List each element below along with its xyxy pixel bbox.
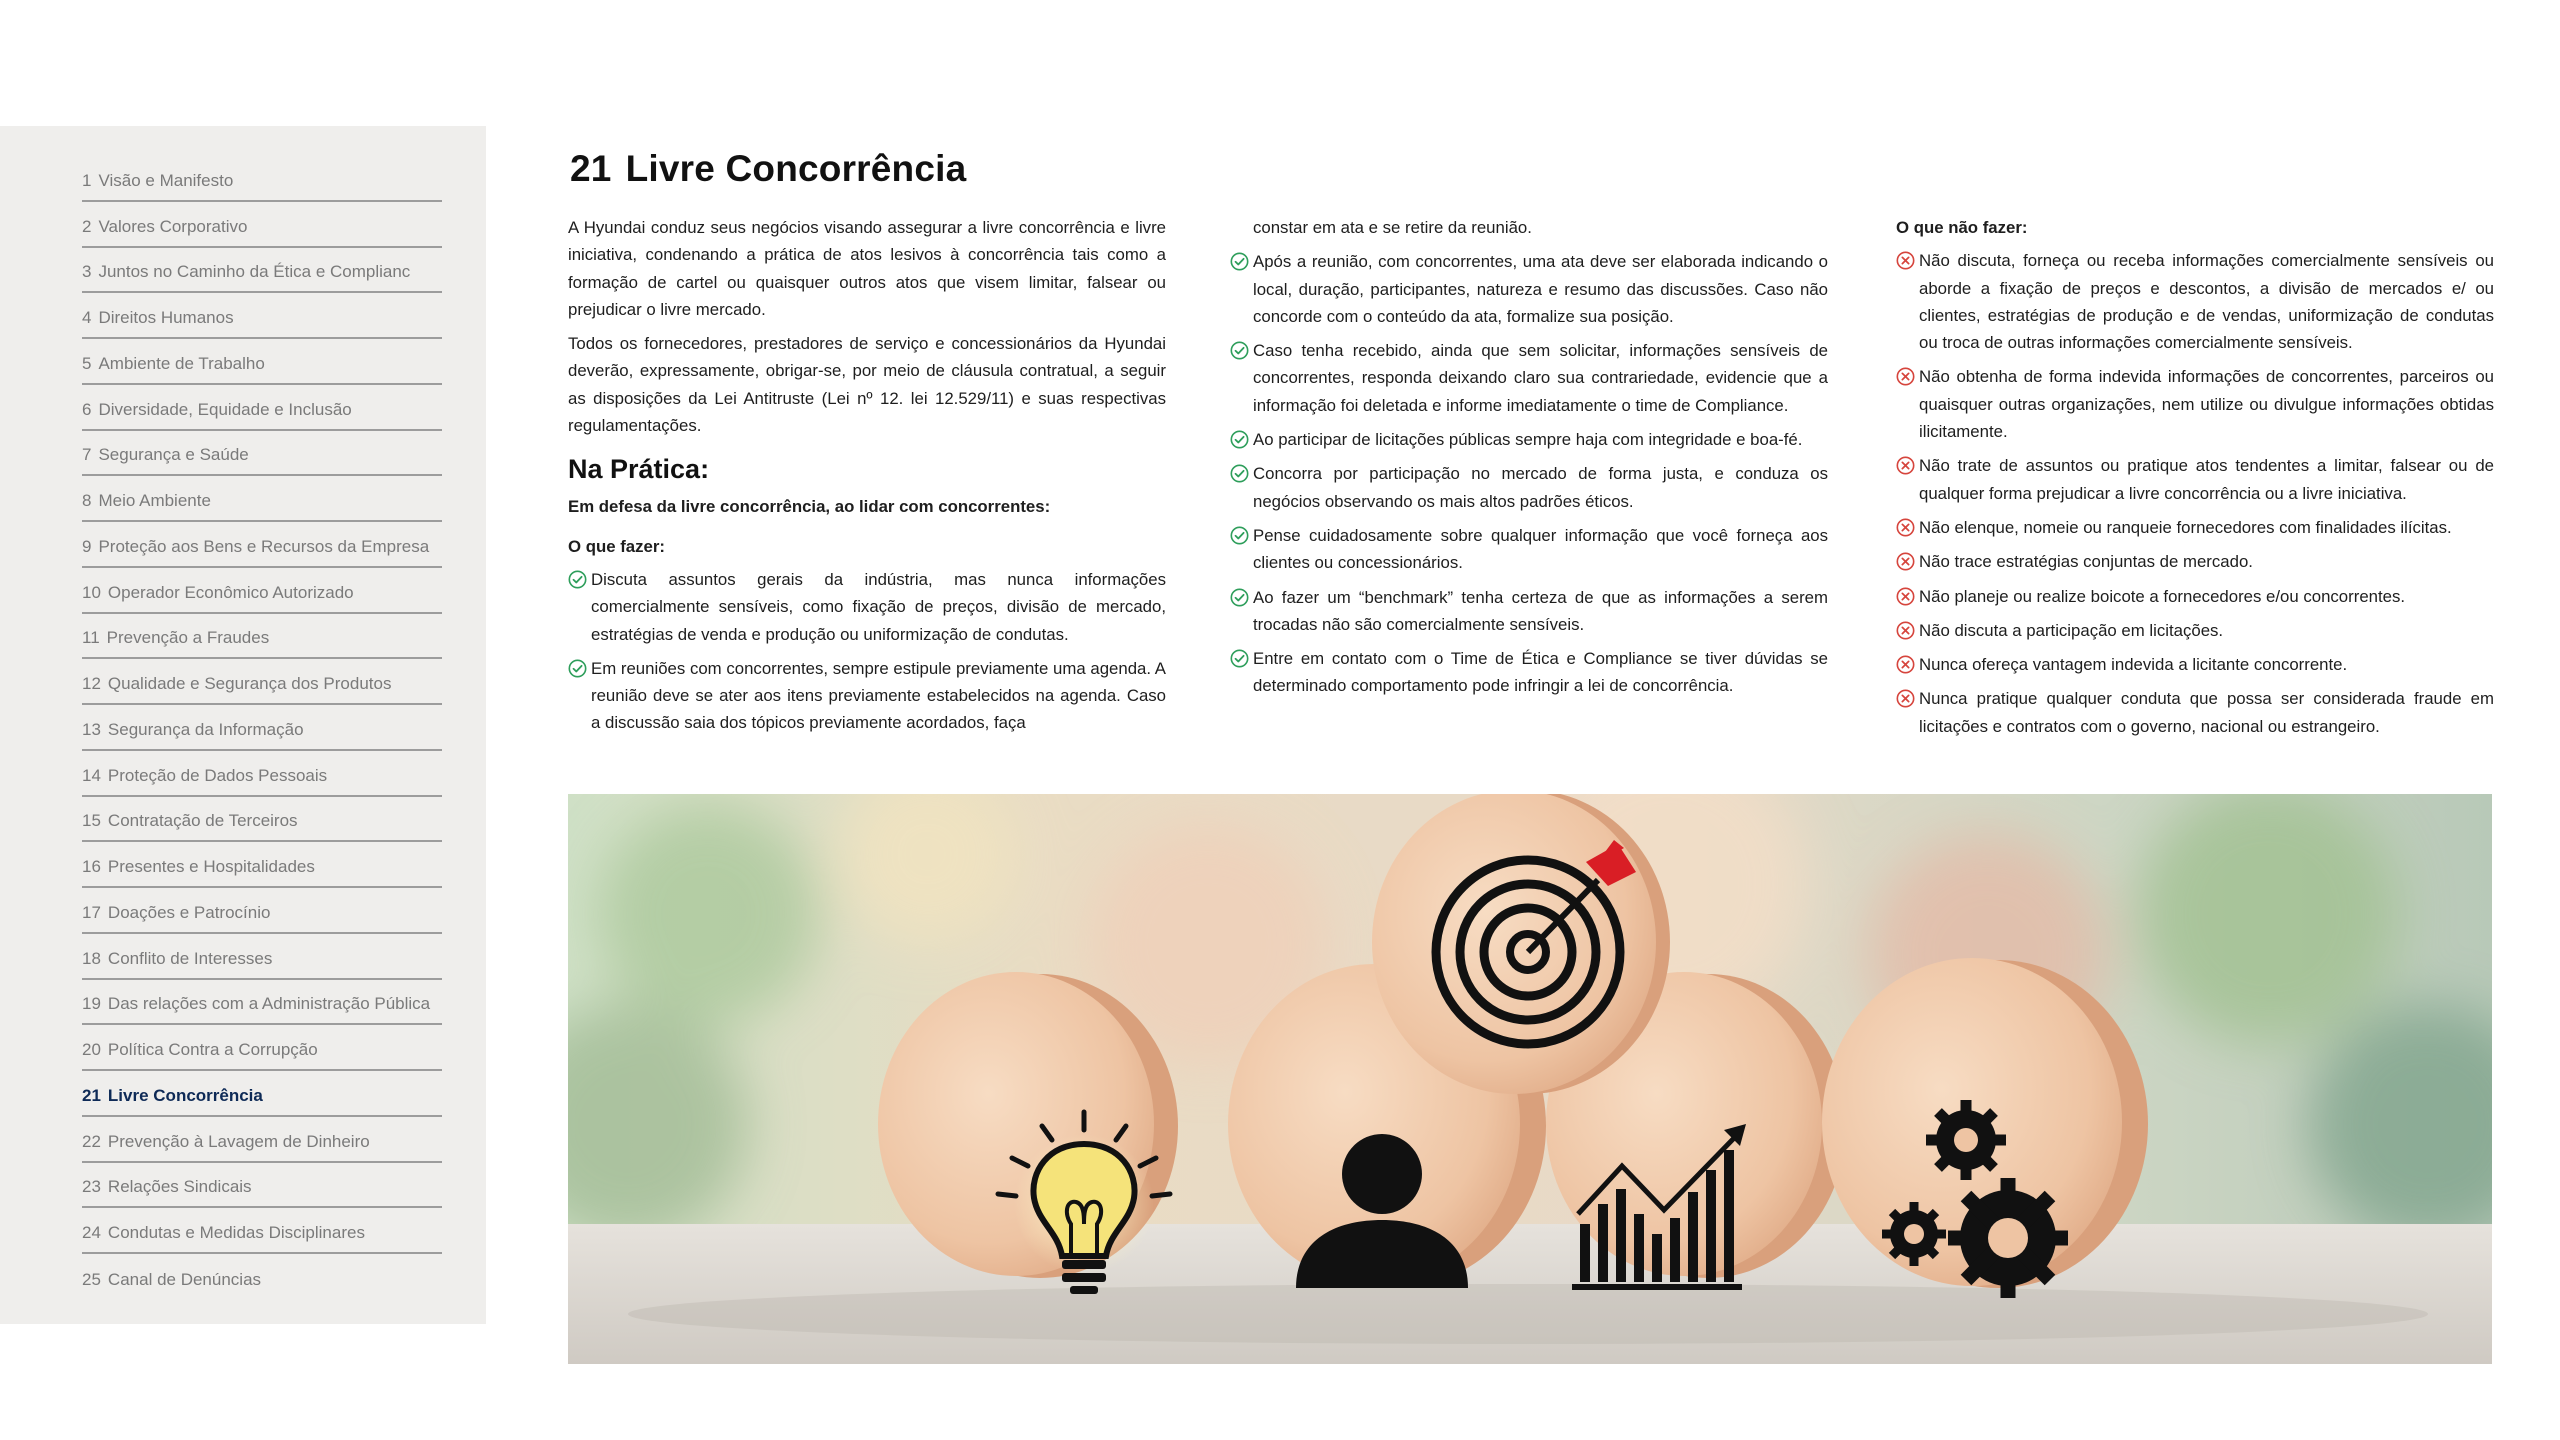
- toc-item[interactable]: [82, 568, 442, 614]
- toc-label: Meio Ambiente: [98, 491, 211, 511]
- page-title: [570, 148, 966, 190]
- check-circle-icon: [1230, 464, 1249, 483]
- do-item-text: Entre em contato com o Time de Ética e Compliance se tiver dúvidas se determinado comportamento pode infringir a lei de concorrência.: [1253, 649, 1828, 696]
- x-circle-icon: [1896, 655, 1915, 674]
- toc-number: 7: [82, 445, 92, 465]
- toc-number: 9: [82, 536, 92, 556]
- do-label: O que fazer:: [568, 536, 665, 556]
- toc-label: Canal de Denúncias: [107, 1269, 262, 1289]
- toc-number: 19: [82, 994, 101, 1014]
- toc-item[interactable]: [82, 751, 442, 797]
- toc-item[interactable]: [82, 659, 442, 705]
- toc-label: Diversidade, Equidade e Inclusão: [98, 399, 352, 419]
- do-item: [1230, 522, 1828, 577]
- toc-label: Contratação de Terceiros: [107, 811, 298, 831]
- toc-label: Conflito de Interesses: [107, 948, 273, 968]
- page-number: 21: [570, 148, 612, 189]
- toc-item[interactable]: [82, 842, 442, 888]
- column-2: [1230, 214, 1828, 707]
- page-title-text: Livre Concorrência: [625, 148, 967, 189]
- toc-item[interactable]: [82, 339, 442, 385]
- dont-item: [1896, 247, 2494, 356]
- dont-item: [1896, 514, 2494, 541]
- toc-number: 6: [82, 399, 92, 419]
- do-item-text: Ao fazer um “benchmark” tenha certeza de que as informações a serem trocadas não são comercialmente sensíveis.: [1253, 587, 1828, 634]
- toc-label: Operador Econômico Autorizado: [107, 582, 354, 602]
- toc-label: Prevenção a Fraudes: [106, 628, 270, 648]
- dont-item: [1896, 617, 2494, 644]
- dont-item: [1896, 363, 2494, 445]
- toc-number: 13: [82, 719, 101, 739]
- toc-item[interactable]: [82, 156, 442, 202]
- toc-number: 10: [82, 582, 101, 602]
- sidebar: [0, 126, 486, 1324]
- check-circle-icon: [1230, 526, 1249, 545]
- dont-item-text: Não discuta a participação em licitações.: [1919, 620, 2224, 640]
- do-item-text: Caso tenha recebido, ainda que sem solicitar, informações sensíveis de concorrentes, responda deixando claro sua contrariedade, evidencie que a informação foi deletada e informe imediatamente o time de Compliance.: [1253, 341, 1828, 415]
- table-of-contents: [82, 156, 442, 1300]
- toc-label: Ambiente de Trabalho: [98, 353, 265, 373]
- do-item-text: Discuta assuntos gerais da indústria, mas nunca informações comercialmente sensíveis, como fixação de preços, divisão de mercado, estratégias de venda e produção ou uniformização de condutas.: [591, 569, 1166, 644]
- toc-label: Proteção aos Bens e Recursos da Empresa: [98, 536, 430, 556]
- x-circle-icon: [1896, 552, 1915, 571]
- toc-item[interactable]: [82, 522, 442, 568]
- toc-item-active[interactable]: [82, 1071, 442, 1117]
- dont-label: O que não fazer:: [1896, 218, 2028, 237]
- dont-item: [1896, 685, 2494, 740]
- practice-heading: Na Prática:: [568, 454, 710, 485]
- do-item: [1230, 645, 1828, 700]
- do-item-text: Após a reunião, com concorrentes, uma ata deve ser elaborada indicando o local, duração, participantes, natureza e resumo das discussões. Caso não concorde com o conteúdo da ata, formalize sua posição.: [1253, 252, 1828, 326]
- dont-item: [1896, 548, 2494, 575]
- toc-label: Segurança e Saúde: [98, 445, 249, 465]
- dont-item-text: Não trace estratégias conjuntas de mercado.: [1919, 552, 2253, 572]
- do-item-text: Concorra por participação no mercado de forma justa, e conduza os negócios observando os mais altos padrões éticos.: [1253, 464, 1828, 511]
- do-item-text: Em reuniões com concorrentes, sempre estipule previamente uma agenda. A reunião deve se ater aos itens previamente estabelecidos na agenda. Caso a discussão saia dos tópicos previamente acordados, faça: [591, 658, 1166, 733]
- check-circle-icon: [568, 570, 587, 589]
- toc-label: Proteção de Dados Pessoais: [107, 765, 328, 785]
- x-circle-icon: [1896, 456, 1915, 475]
- dont-item-text: Não discuta, forneça ou receba informações comercialmente sensíveis ou aborde a fixação de preços e descontos, a divisão de mercados e/ ou clientes, estratégias de produção e de vendas, uniformização de condutas ou troca de outras informações comercialmente sensíveis.: [1919, 251, 2494, 353]
- toc-number: 15: [82, 811, 101, 831]
- toc-item[interactable]: [82, 385, 442, 431]
- toc-label: Valores Corporativo: [98, 216, 248, 236]
- toc-item[interactable]: [82, 888, 442, 934]
- practice-intro: Em defesa da livre concorrência, ao lidar com concorrentes:: [568, 497, 1051, 517]
- toc-number: 16: [82, 857, 101, 877]
- toc-label: Qualidade e Segurança dos Produtos: [107, 674, 392, 694]
- x-circle-icon: [1896, 367, 1915, 386]
- toc-label: Relações Sindicais: [107, 1177, 252, 1197]
- toc-number: 24: [82, 1223, 101, 1243]
- toc-item[interactable]: [82, 1163, 442, 1209]
- do-item: [1230, 426, 1828, 453]
- do-item-continuation: constar em ata e se retire da reunião.: [1253, 218, 1532, 237]
- toc-item[interactable]: [82, 1025, 442, 1071]
- toc-item[interactable]: [82, 705, 442, 751]
- dont-item: [1896, 452, 2494, 507]
- toc-number: 17: [82, 902, 101, 922]
- toc-item[interactable]: [82, 431, 442, 477]
- toc-number: 12: [82, 674, 101, 694]
- toc-item[interactable]: [82, 248, 442, 294]
- wooden-discs-photo: [568, 794, 2492, 1364]
- x-circle-icon: [1896, 518, 1915, 537]
- toc-item[interactable]: [82, 293, 442, 339]
- toc-number: 20: [82, 1040, 101, 1060]
- dont-item-text: Não elenque, nomeie ou ranqueie fornecedores com finalidades ilícitas.: [1919, 517, 2452, 537]
- toc-number: 25: [82, 1269, 101, 1289]
- toc-number: 22: [82, 1131, 101, 1151]
- intro-paragraph: Todos os fornecedores, prestadores de serviço e concessionários da Hyundai deverão, expressamente, obrigar-se, por meio de cláusula contratual, a seguir as disposições da Lei Antitruste (Lei nº 12. lei 12.529/11) e suas respectivas regulamentações.: [568, 334, 1166, 436]
- toc-label: Condutas e Medidas Disciplinares: [107, 1223, 365, 1243]
- toc-number: 8: [82, 491, 92, 511]
- toc-number: 4: [82, 308, 92, 328]
- toc-number: 5: [82, 353, 92, 373]
- toc-label: Das relações com a Administração Pública: [107, 994, 431, 1014]
- toc-label: Prevenção à Lavagem de Dinheiro: [107, 1131, 370, 1151]
- toc-label: Doações e Patrocínio: [107, 902, 271, 922]
- dont-item-text: Não obtenha de forma indevida informações de concorrentes, parceiros ou quaisquer outras organizações, nem utilize ou divulgue informações obtidas ilicitamente.: [1919, 367, 2494, 442]
- x-circle-icon: [1896, 587, 1915, 606]
- toc-number: 21: [82, 1085, 101, 1105]
- dont-item: [1896, 583, 2494, 610]
- do-item: [1230, 460, 1828, 515]
- toc-label: Direitos Humanos: [98, 308, 234, 328]
- dont-item-text: Não planeje ou realize boicote a fornecedores e/ou concorrentes.: [1919, 586, 2406, 606]
- toc-item[interactable]: [82, 614, 442, 660]
- do-item: [568, 655, 1166, 737]
- dont-item-text: Nunca ofereça vantagem indevida a licitante concorrente.: [1919, 655, 2348, 675]
- toc-number: 1: [82, 170, 92, 190]
- dont-item: [1896, 651, 2494, 678]
- toc-label: Visão e Manifesto: [98, 170, 234, 190]
- dont-item-text: Nunca pratique qualquer conduta que possa ser considerada fraude em licitações e contratos com o governo, nacional ou estrangeiro.: [1919, 689, 2494, 736]
- toc-item[interactable]: [82, 980, 442, 1026]
- toc-number: 23: [82, 1177, 101, 1197]
- do-item-text: Ao participar de licitações públicas sempre haja com integridade e boa-fé.: [1253, 430, 1803, 450]
- toc-number: 14: [82, 765, 101, 785]
- toc-item[interactable]: [82, 202, 442, 248]
- check-circle-icon: [1230, 430, 1249, 449]
- toc-label: Política Contra a Corrupção: [107, 1040, 318, 1060]
- check-circle-icon: [1230, 252, 1249, 271]
- intro-paragraph: A Hyundai conduz seus negócios visando assegurar a livre concorrência e livre iniciativa, condenando a prática de atos lesivos à concorrência tais como a formação de cartel ou quaisquer outros atos que visem limitar, falsear ou prejudicar o livre mercado.: [568, 218, 1166, 319]
- toc-label: Presentes e Hospitalidades: [107, 857, 315, 877]
- check-circle-icon: [1230, 341, 1249, 360]
- do-item-text: Pense cuidadosamente sobre qualquer informação que você forneça aos clientes ou concessionários.: [1253, 525, 1828, 573]
- toc-number: 11: [82, 628, 100, 648]
- toc-item[interactable]: [82, 934, 442, 980]
- toc-number: 2: [82, 216, 92, 236]
- do-item: [1230, 584, 1828, 639]
- toc-label: Livre Concorrência: [107, 1085, 263, 1105]
- toc-item[interactable]: [82, 1254, 442, 1300]
- check-circle-icon: [568, 659, 587, 678]
- x-circle-icon: [1896, 689, 1915, 708]
- column-1: [568, 214, 1166, 744]
- toc-item[interactable]: [82, 797, 442, 843]
- check-circle-icon: [1230, 649, 1249, 668]
- x-circle-icon: [1896, 251, 1915, 270]
- dont-item-text: Não trate de assuntos ou pratique atos tendentes a limitar, falsear ou de qualquer forma prejudicar a livre concorrência ou a livre iniciativa.: [1919, 456, 2494, 503]
- do-item: [1230, 248, 1828, 330]
- toc-number: 3: [82, 262, 92, 282]
- do-item: [568, 566, 1166, 648]
- toc-item[interactable]: [82, 476, 442, 522]
- toc-label: Segurança da Informação: [107, 719, 304, 739]
- target-disc: [1372, 794, 1670, 1094]
- column-3: [1896, 214, 2494, 747]
- x-circle-icon: [1896, 621, 1915, 640]
- do-item: [1230, 337, 1828, 419]
- toc-item[interactable]: [82, 1117, 442, 1163]
- toc-number: 18: [82, 948, 101, 968]
- toc-label: Juntos no Caminho da Ética e Complianc: [98, 262, 411, 282]
- toc-item[interactable]: [82, 1208, 442, 1254]
- check-circle-icon: [1230, 588, 1249, 607]
